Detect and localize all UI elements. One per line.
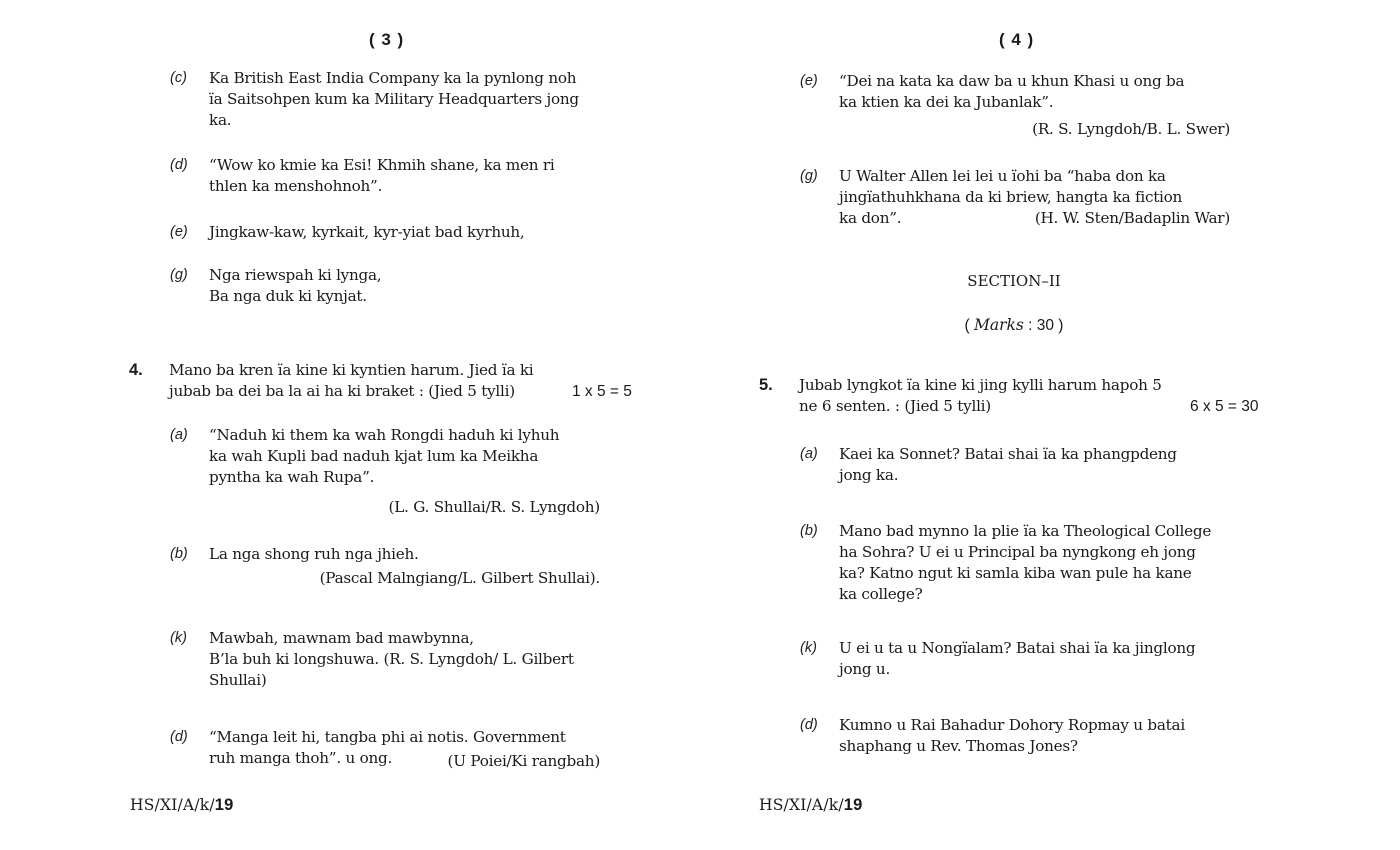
item-a-text	[209, 425, 602, 488]
text-line: “Naduh ki them ka wah Rongdi haduh ki lyhuh	[209, 426, 560, 444]
text-line: “Manga leit hi, tangba phi ai notis. Government	[209, 728, 566, 746]
item-k-text	[839, 638, 1232, 680]
item-b-text	[839, 521, 1232, 605]
item-c-text	[209, 68, 602, 131]
text-line: ka don”.	[839, 209, 902, 227]
item-g-text	[209, 265, 602, 307]
page-number: ( 3 )	[369, 30, 405, 49]
text-line: U Walter Allen lei lei u ïohi ba “haba don ka	[839, 167, 1166, 185]
text-line: ne 6 senten. : (Jied 5 tylli)	[799, 397, 991, 415]
item-label: (g)	[800, 168, 818, 184]
text-line: ka? Katno ngut ki samla kiba wan pule ha kane	[839, 564, 1192, 582]
text-line: Kaei ka Sonnet? Batai shai ïa ka phangpdeng	[839, 445, 1177, 463]
item-label: (e)	[170, 224, 188, 240]
item-label: (d)	[800, 717, 818, 733]
text-line: Mano bad mynno la plie ïa ka Theological College	[839, 522, 1212, 540]
text-line: jingïathuhkhana da ki briew, hangta ka fiction	[839, 188, 1183, 206]
marks-prefix: (	[964, 317, 974, 334]
text-line: Ka British East India Company ka la pynlong noh	[209, 69, 577, 87]
page-footer	[130, 796, 234, 815]
attribution: (R. S. Lyngdoh/B. L. Swer)	[1032, 120, 1230, 138]
text-line: B’la buh ki longshuwa. (R. S. Lyngdoh/ L. Gilbert	[209, 650, 574, 668]
text-line: ruh manga thoh”. u ong.	[209, 749, 393, 767]
item-label: (b)	[170, 546, 188, 562]
text-line: La nga shong ruh nga jhieh.	[209, 545, 419, 563]
item-label: (e)	[800, 73, 818, 89]
text-line: pyntha ka wah Rupa”.	[209, 468, 375, 486]
text-line: ka wah Kupli bad naduh kjat lum ka Meikha	[209, 447, 539, 465]
text-line: ka ktien ka dei ka Jubanlak”.	[839, 93, 1054, 111]
text-line: Mano ba kren ïa kine ki kyntien harum. Jied ïa ki	[169, 361, 534, 379]
marks-label: Marks	[973, 316, 1024, 334]
text-line: U ei u ta u Nongïalam? Batai shai ïa ka jinglong	[839, 639, 1196, 657]
question-number: 5.	[759, 376, 773, 394]
page-number: ( 4 )	[999, 30, 1035, 49]
footer-year: 19	[214, 796, 234, 814]
text-line: “Wow ko kmie ka Esi! Khmih shane, ka men ri	[209, 156, 555, 174]
item-label: (d)	[170, 157, 188, 173]
section-marks	[914, 316, 1114, 335]
attribution: (Pascal Malngiang/L. Gilbert Shullai).	[319, 569, 600, 587]
item-e-text	[839, 71, 1232, 113]
text-line: Jingkaw-kaw, kyrkait, kyr-yiat bad kyrhuh,	[209, 223, 525, 241]
footer-year: 19	[843, 796, 863, 814]
text-line: “Dei na kata ka daw ba u khun Khasi u ong ba	[839, 72, 1185, 90]
item-label: (k)	[170, 630, 187, 646]
text-line: ka.	[209, 111, 232, 129]
attribution: (U Poiei/Ki rangbah)	[447, 752, 600, 770]
item-label: (c)	[170, 70, 187, 86]
item-a-text	[839, 444, 1232, 486]
text-line: Jubab lyngkot ïa kine ki jing kylli harum hapoh 5	[799, 376, 1162, 394]
text-line: Mawbah, mawnam bad mawbynna,	[209, 629, 474, 647]
question-4-text	[169, 360, 609, 402]
footer-code: HS/XI/A/k/	[759, 796, 844, 814]
item-d-text	[209, 155, 602, 197]
item-e-text	[209, 222, 602, 243]
item-label: (g)	[170, 267, 188, 283]
item-d-text	[839, 715, 1232, 757]
text-line: jong ka.	[839, 466, 899, 484]
text-line: ka college?	[839, 585, 923, 603]
attribution: (L. G. Shullai/R. S. Lyngdoh)	[388, 498, 600, 516]
text-line: ha Sohra? U ei u Principal ba nyngkong eh jong	[839, 543, 1196, 561]
marks-value: : 30 )	[1023, 317, 1064, 334]
item-label: (d)	[170, 729, 188, 745]
text-line: shaphang u Rev. Thomas Jones?	[839, 737, 1078, 755]
text-line: ïa Saitsohpen kum ka Military Headquarters jong	[209, 90, 579, 108]
question-5-text	[799, 375, 1239, 417]
text-line: Shullai)	[209, 671, 267, 689]
section-title: SECTION–II	[967, 272, 1061, 290]
attribution: (H. W. Sten/Badaplin War)	[1034, 209, 1230, 227]
page-footer	[759, 796, 863, 815]
question-marks: 1 x 5 = 5	[572, 383, 632, 400]
footer-code: HS/XI/A/k/	[130, 796, 215, 814]
question-number: 4.	[129, 361, 143, 379]
text-line: jubab ba dei ba la ai ha ki braket : (Jied 5 tylli)	[169, 382, 515, 400]
text-line: jong u.	[839, 660, 891, 678]
text-line: Ba nga duk ki kynjat.	[209, 287, 367, 305]
item-label: (k)	[800, 640, 817, 656]
question-marks: 6 x 5 = 30	[1190, 398, 1259, 415]
item-k-text	[209, 628, 602, 691]
item-label: (a)	[800, 446, 818, 462]
item-label: (a)	[170, 427, 188, 443]
item-b-text	[209, 544, 602, 565]
text-line: thlen ka menshohnoh”.	[209, 177, 383, 195]
text-line: Nga riewspah ki lynga,	[209, 266, 382, 284]
text-line: Kumno u Rai Bahadur Dohory Ropmay u batai	[839, 716, 1185, 734]
page-4	[630, 0, 1330, 850]
item-label: (b)	[800, 523, 818, 539]
